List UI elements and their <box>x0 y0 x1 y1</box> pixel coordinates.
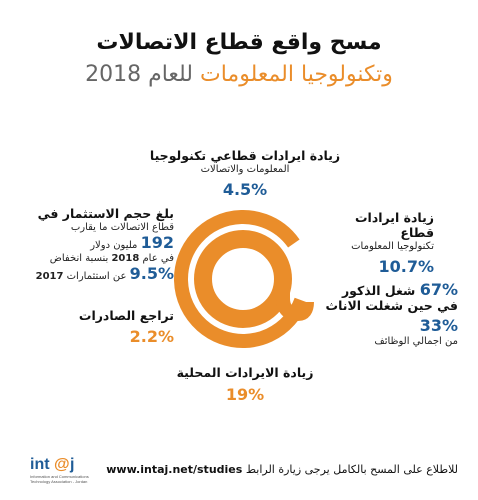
stat-left-exports <box>24 308 174 346</box>
footer-text: للاطلاع على المسح بالكامل يرجى زيارة الرابط <box>245 463 458 476</box>
stat-right1-sub: تكنولوجيا المعلومات <box>351 241 434 252</box>
stat-left1-sub3-post: بنسبة انخفاض <box>49 253 112 264</box>
stat-left1-sub2: مليون دولار <box>90 240 138 251</box>
stat-gender-sub: من اجمالي الوظائف <box>374 336 458 347</box>
stat-male-heading: شغل الذكور <box>341 283 416 298</box>
stat-left1-year: 2018 <box>111 253 140 264</box>
stat-top-heading: زيادة ايرادات قطاعي تكنولوجيا <box>149 148 341 163</box>
stat-right-gender <box>318 282 458 348</box>
svg-text:Technology Association - Jorda: Technology Association - Jordan <box>30 479 88 484</box>
stat-right-revenue-it <box>318 210 434 276</box>
subtitle-year: للعام 2018 <box>85 62 193 87</box>
stat-female-value: 33% <box>419 316 458 335</box>
at-sign-icon <box>170 206 316 352</box>
footer-note <box>106 463 458 476</box>
stat-left2-value: 2.2% <box>129 327 174 346</box>
stat-top <box>130 148 360 199</box>
stat-left1-sub1: قطاع الاتصالات ما يقارب <box>70 222 174 233</box>
stat-top-sub: المعلومات والاتصالات <box>200 164 290 175</box>
stat-right1-heading: زيادة ايرادات قطاع <box>354 210 434 240</box>
intaj-logo <box>26 452 100 492</box>
svg-text:int: int <box>30 456 50 473</box>
svg-text:j: j <box>70 456 75 473</box>
stat-bottom <box>130 365 360 404</box>
footer-link[interactable]: www.intaj.net/studies <box>106 463 243 476</box>
svg-text:@: @ <box>54 456 70 473</box>
stat-left1-value-a: 192 <box>140 233 174 252</box>
stat-left1-sub3-pre: في عام <box>139 253 174 264</box>
stat-top-value: 4.5% <box>222 180 268 199</box>
stat-bottom-value: 19% <box>225 385 265 404</box>
subtitle-orange: وتكنولوجيا المعلومات <box>200 62 393 87</box>
stat-left1-sub4-pre: عن استثمارات <box>63 271 127 282</box>
stat-right1-value: 10.7% <box>378 257 434 276</box>
stat-female-heading: في حين شغلت الاناث <box>325 298 458 313</box>
stat-left1-heading: بلغ حجم الاستثمار في <box>37 206 174 221</box>
svg-text:Information and Communications: Information and Communications <box>30 474 89 479</box>
stat-left-investment <box>24 206 174 283</box>
stat-left2-heading: تراجع الصادرات <box>78 308 174 323</box>
stat-male-value: 67% <box>419 280 458 299</box>
stat-left1-year2: 2017 <box>35 271 64 282</box>
page-title: مسح واقع قطاع الاتصالات <box>96 30 382 55</box>
stat-left1-value-b: 9.5% <box>129 264 174 283</box>
stat-bottom-heading: زيادة الايرادات المحلية <box>176 365 314 380</box>
page-subtitle <box>0 62 478 87</box>
